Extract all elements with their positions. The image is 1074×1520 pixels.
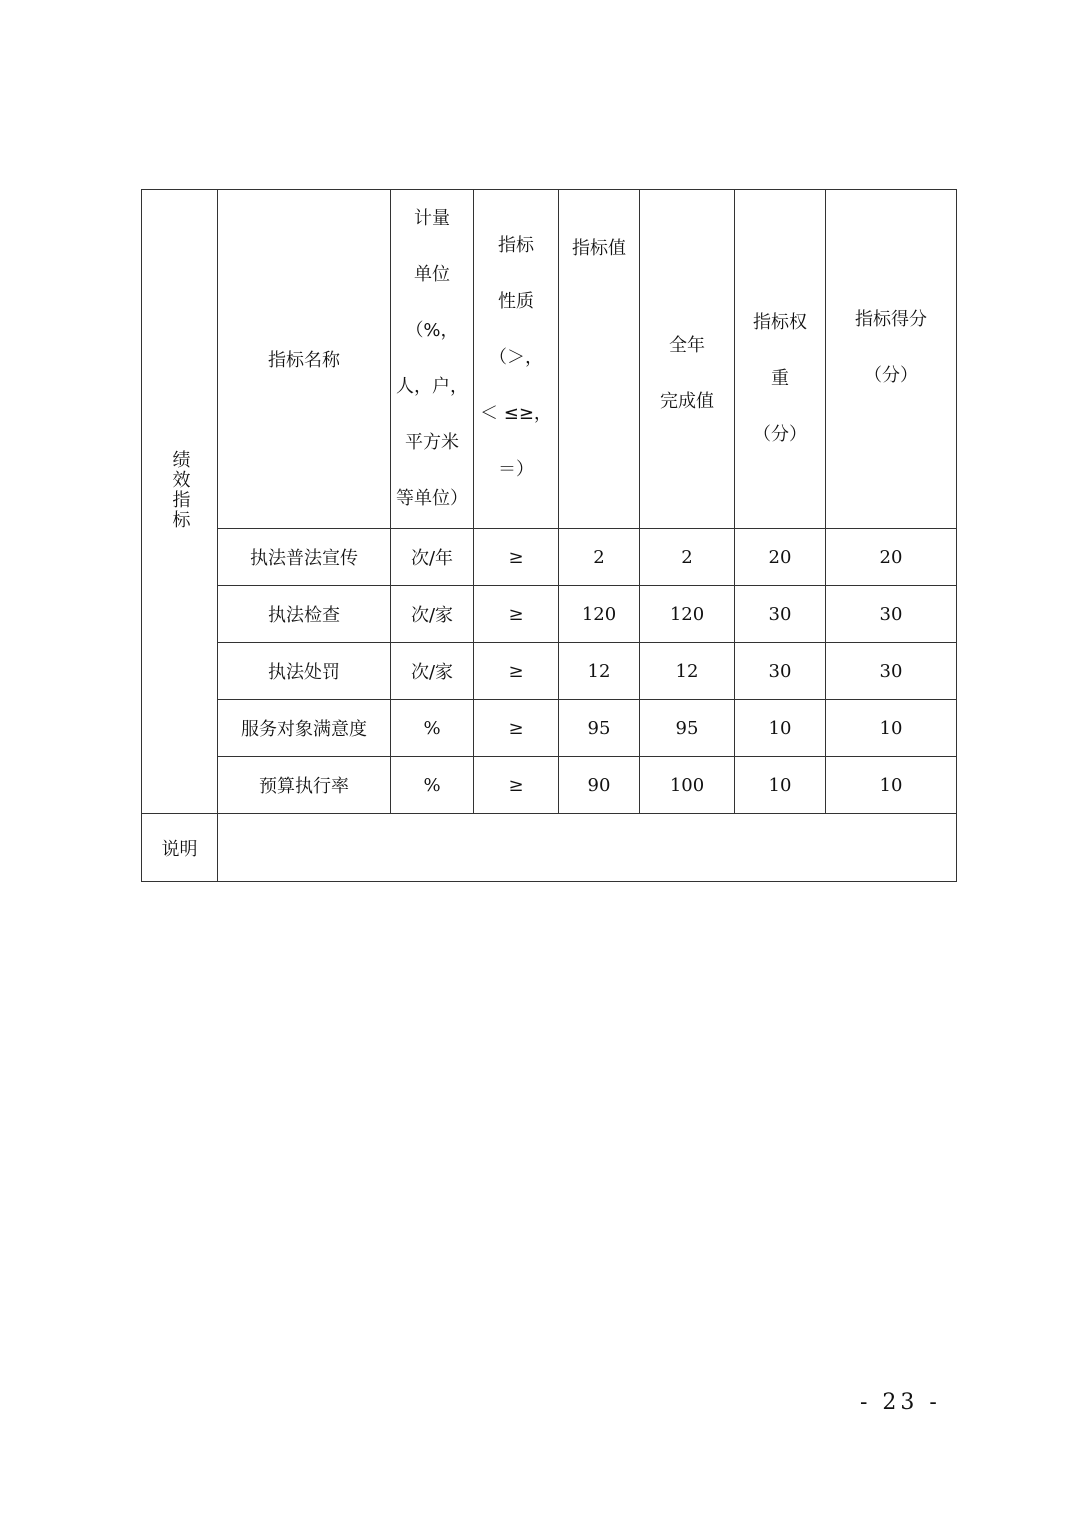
cell-weight: 10 xyxy=(735,757,826,814)
header-unit-line: 平方米 xyxy=(405,432,459,453)
note-value xyxy=(218,814,957,882)
cell-weight: 10 xyxy=(735,700,826,757)
cell-score: 30 xyxy=(826,586,957,643)
cell-score: 30 xyxy=(826,643,957,700)
table-row xyxy=(142,757,957,814)
header-unit-line: 计量 xyxy=(414,208,450,229)
header-score-line: （分） xyxy=(864,365,918,386)
header-target-text: 指标值 xyxy=(572,238,626,259)
cell-nature: ≥ xyxy=(474,586,559,643)
cell-name: 执法处罚 xyxy=(218,643,391,700)
header-row xyxy=(142,190,957,529)
header-actual-line: 全年 xyxy=(669,335,705,356)
table-row xyxy=(142,643,957,700)
header-nature-line: ＜ ≤≥， xyxy=(480,403,552,424)
header-nature-line: 性质 xyxy=(498,291,534,312)
cell-score: 10 xyxy=(826,700,957,757)
header-nature-line: ＝） xyxy=(498,459,534,480)
header-actual xyxy=(640,190,735,529)
performance-indicator-table xyxy=(141,189,957,882)
note-label: 说明 xyxy=(142,814,218,882)
header-unit-line: 人，户， xyxy=(396,376,468,397)
cell-unit: % xyxy=(391,757,474,814)
cell-target: 120 xyxy=(559,586,640,643)
cell-target: 90 xyxy=(559,757,640,814)
page-number: - 23 - xyxy=(860,1390,941,1415)
note-row xyxy=(142,814,957,882)
header-nature xyxy=(474,190,559,529)
cell-weight: 30 xyxy=(735,586,826,643)
header-weight-line: 指标权 xyxy=(753,312,807,333)
header-actual-line: 完成值 xyxy=(660,391,714,412)
header-score-line: 指标得分 xyxy=(855,309,927,330)
cell-nature: ≥ xyxy=(474,700,559,757)
cell-actual: 100 xyxy=(640,757,735,814)
table-row xyxy=(142,586,957,643)
header-nature-line: （＞， xyxy=(489,347,543,368)
cell-unit: 次/年 xyxy=(391,529,474,586)
table-row xyxy=(142,529,957,586)
cell-nature: ≥ xyxy=(474,757,559,814)
cell-target: 12 xyxy=(559,643,640,700)
cell-name: 预算执行率 xyxy=(218,757,391,814)
cell-unit: 次/家 xyxy=(391,643,474,700)
header-target xyxy=(559,190,640,529)
cell-nature: ≥ xyxy=(474,643,559,700)
header-name xyxy=(218,190,391,529)
cell-score: 20 xyxy=(826,529,957,586)
cell-name: 执法检查 xyxy=(218,586,391,643)
cell-target: 2 xyxy=(559,529,640,586)
cell-weight: 20 xyxy=(735,529,826,586)
cell-name: 执法普法宣传 xyxy=(218,529,391,586)
cell-target: 95 xyxy=(559,700,640,757)
cell-actual: 120 xyxy=(640,586,735,643)
cell-score: 10 xyxy=(826,757,957,814)
cell-weight: 30 xyxy=(735,643,826,700)
cell-actual: 2 xyxy=(640,529,735,586)
header-weight xyxy=(735,190,826,529)
cell-unit: 次/家 xyxy=(391,586,474,643)
side-label-cell xyxy=(142,190,218,814)
table-row xyxy=(142,700,957,757)
cell-nature: ≥ xyxy=(474,529,559,586)
header-weight-line: 重 xyxy=(771,368,789,389)
header-unit xyxy=(391,190,474,529)
cell-actual: 12 xyxy=(640,643,735,700)
header-unit-line: 单位 xyxy=(414,264,450,285)
cell-actual: 95 xyxy=(640,700,735,757)
header-name-text: 指标名称 xyxy=(268,350,340,371)
header-unit-line: （%， xyxy=(405,320,459,341)
cell-name: 服务对象满意度 xyxy=(218,700,391,757)
header-score xyxy=(826,190,957,529)
header-weight-line: （分） xyxy=(753,424,807,445)
cell-unit: % xyxy=(391,700,474,757)
header-nature-line: 指标 xyxy=(498,235,534,256)
header-unit-line: 等单位） xyxy=(396,488,468,509)
side-label: 绩效指标 xyxy=(169,450,191,530)
